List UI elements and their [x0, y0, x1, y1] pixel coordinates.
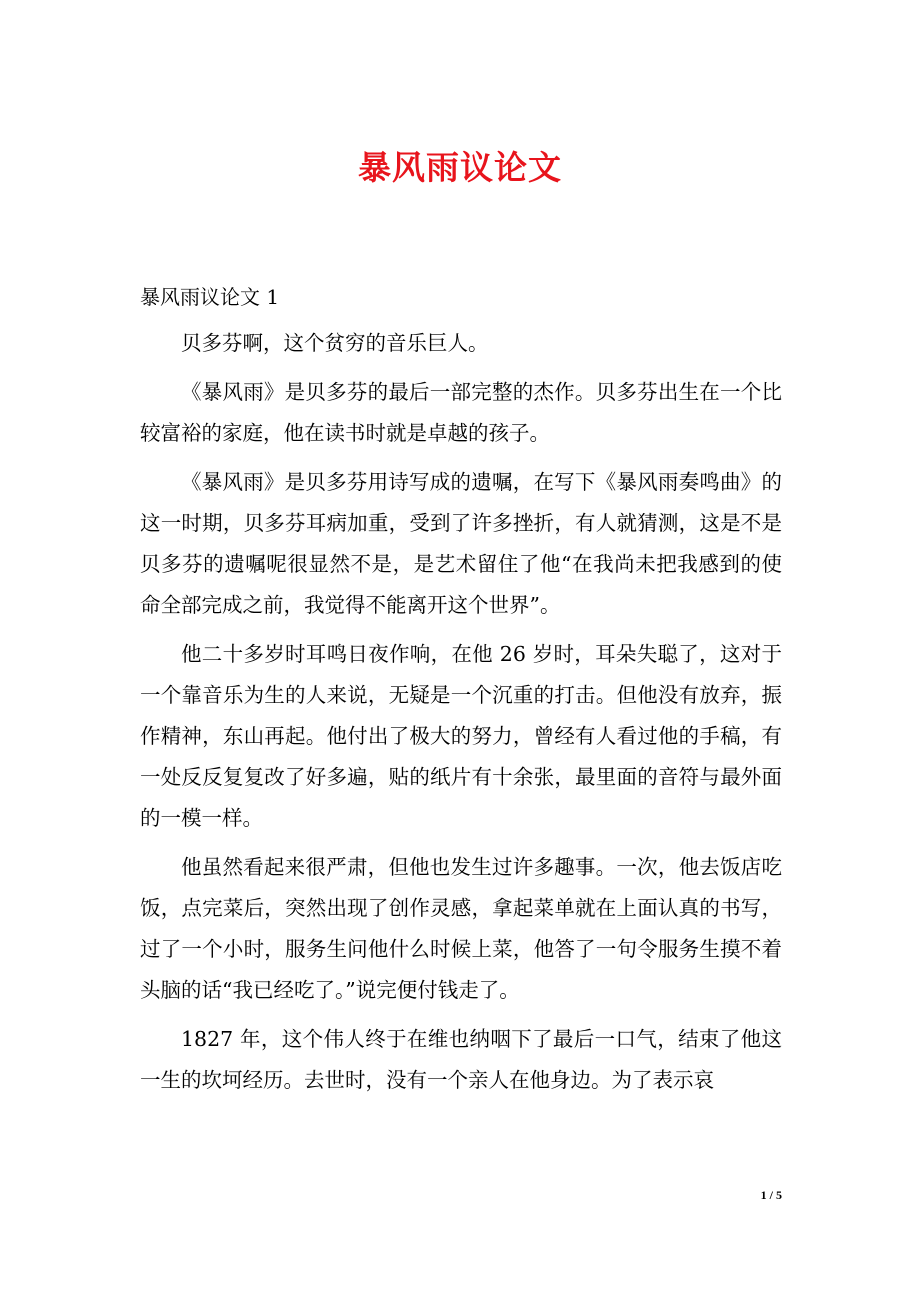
paragraph: 他二十多岁时耳鸣日夜作响，在他 26 岁时，耳朵失聪了，这对于一个靠音乐为生的人来说，无疑是一个沉重的打击。但他没有放弃，振作精神，东山再起。他付出了极大的努力，曾经有人看过他的手稿，有一处反反复复改了好多遍，贴的纸片有十余张，最里面的音符与最外面的一模一样。 [140, 642, 782, 830]
paragraph: 他虽然看起来很严肃，但他也发生过许多趣事。一次，他去饭店吃饭，点完菜后，突然出现了创作灵感，拿起菜单就在上面认真的书写，过了一个小时，服务生问他什么时候上菜，他答了一句令服务生摸不着头脑的话“我已经吃了。”说完便付钱走了。 [140, 855, 782, 1002]
paragraph: 1827 年，这个伟人终于在维也纳咽下了最后一口气，结束了他这一生的坎坷经历。去世时，没有一个亲人在他身边。为了表示哀 [140, 1027, 782, 1092]
page-number: 1 / 5 [760, 1188, 782, 1202]
paragraph: 贝多芬啊，这个贫穷的音乐巨人。 [181, 331, 489, 355]
paragraph: 《暴风雨》是贝多芬用诗写成的遗嘱，在写下《暴风雨奏鸣曲》的这一时期，贝多芬耳病加重，受到了许多挫折，有人就猜测，这是不是贝多芬的遗嘱呢很显然不是，是艺术留住了他“在我尚未把我感到的使命全部完成之前，我觉得不能离开这个世界”。 [140, 470, 782, 617]
paragraph: 《暴风雨》是贝多芬的最后一部完整的杰作。贝多芬出生在一个比较富裕的家庭，他在读书时就是卓越的孩子。 [140, 380, 782, 445]
document-title: 暴风雨议论文 [358, 148, 562, 187]
section-heading: 暴风雨议论文 1 [140, 285, 280, 309]
body-text [140, 323, 782, 1109]
